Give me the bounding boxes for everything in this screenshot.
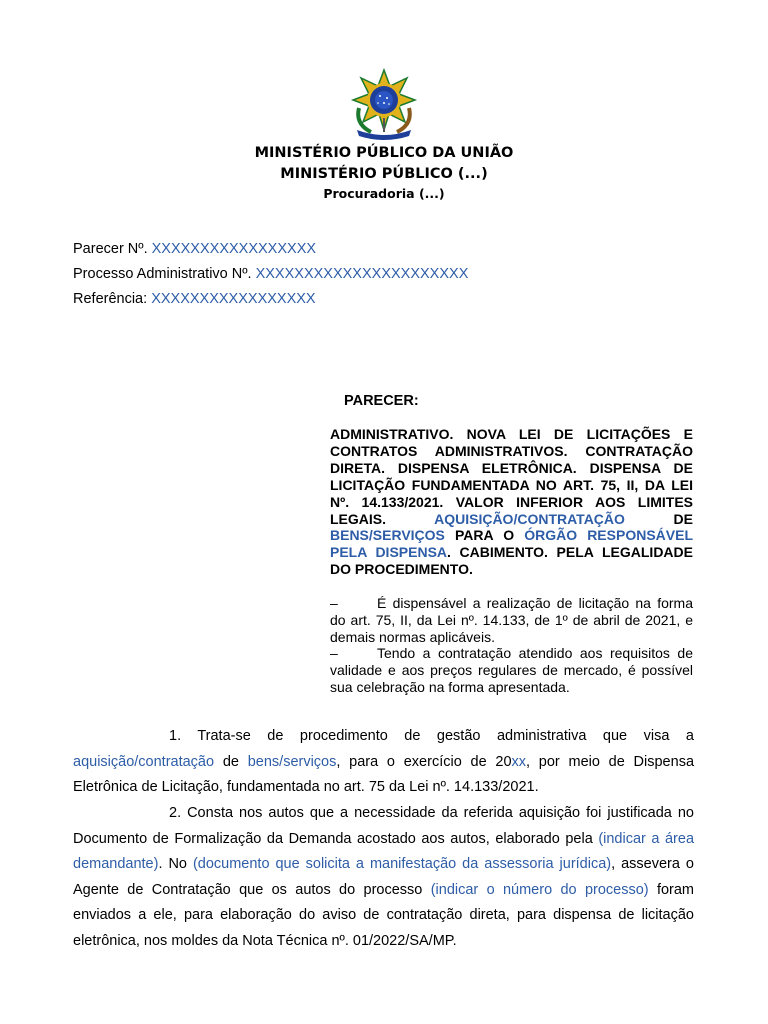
ementa-placeholder-bens: BENS/SERVIÇOS (330, 527, 445, 544)
paragraph-2 (73, 801, 694, 954)
placeholder-year: xx (511, 753, 527, 770)
ementa-text: DE (624, 510, 693, 527)
bullet-text: Tendo a contratação atendido aos requisitos de validade e aos preços regulares de mercado, é possível sua celebração na forma apresentada. (330, 645, 693, 695)
paragraph-text: de (214, 753, 248, 770)
paragraph-text: , para o exercício de 20 (336, 753, 512, 770)
parecer-number-label: Parecer Nº. (73, 241, 152, 257)
ementa-bullet (330, 645, 693, 695)
processo-number-value: XXXXXXXXXXXXXXXXXXXXXX (255, 266, 469, 282)
paragraph-text: foram enviados a ele, para elaboração do aviso de contratação direta, para dispensa de licitação eletrônica, nos moldes da Nota Técnica nº. 01/2022/SA/MP. (73, 881, 695, 949)
paragraph-text: 1. Trata-se de procedimento de gestão administrativa que visa a (169, 728, 694, 744)
referencia-line (73, 291, 316, 307)
procuradoria-subtitle: Procuradoria (...) (323, 186, 445, 201)
parecer-heading: PARECER: (344, 393, 419, 409)
placeholder-aquisicao: aquisição/contratação (73, 753, 215, 770)
ementa-text: PARA O (444, 527, 525, 544)
bullet-text: É dispensável a realização de licitação na forma do art. 75, II, da Lei nº. 14.133, de 1º de abril de 2021, e demais normas aplicáveis. (330, 595, 693, 645)
paragraph-text: 2. Consta nos autos que a necessidade da referida aquisição foi justificada no Documento de Formalização da Demanda acostado aos autos, elaborado pela (73, 805, 694, 847)
paragraph-text: , assevera o Agente de Contratação que os autos do processo (73, 856, 694, 898)
referencia-label: Referência: (73, 291, 152, 307)
placeholder-processo: (indicar o número do processo) (430, 881, 649, 898)
placeholder-bens: bens/serviços (247, 753, 337, 770)
bullet-dash: – (330, 645, 338, 661)
ementa-text: . CABIMENTO. PELA LEGALIDADE DO PROCEDIMENTO. (330, 544, 693, 578)
ementa-placeholder-aquisicao: AQUISIÇÃO/CONTRATAÇÃO (434, 510, 625, 527)
bullet-dash: – (330, 595, 338, 611)
processo-number-line (73, 266, 468, 282)
brazil-coat-of-arms-icon (349, 68, 419, 140)
ementa-bullet (330, 595, 693, 645)
paragraph-text: . No (158, 856, 193, 872)
parecer-number-value: XXXXXXXXXXXXXXXXX (151, 241, 317, 257)
ementa-placeholder-orgao: ÓRGÃO RESPONSÁVEL PELA DISPENSA (330, 527, 693, 561)
parecer-number-line (73, 241, 316, 257)
paragraph-text: , por meio de Dispensa Eletrônica de Licitação, fundamentada no art. 75 da Lei nº. 14.133/2021. (73, 753, 695, 795)
referencia-value: XXXXXXXXXXXXXXXXX (151, 291, 316, 307)
ementa-text: ADMINISTRATIVO. NOVA LEI DE LICITAÇÕES E CONTRATOS ADMINISTRATIVOS. CONTRATAÇÃO DIRETA. DISPENSA ELETRÔNICA. DISPENSA DE LICITAÇÃO FUNDAMENTADA NO ART. 75, II, DA LEI Nº. 14.133/2021. VALOR INFERIOR AOS LIMITES LEGAIS. (330, 426, 693, 527)
institution-title: MINISTÉRIO PÚBLICO DA UNIÃO (254, 145, 514, 161)
processo-number-label: Processo Administrativo Nº. (73, 266, 256, 282)
paragraph-1 (73, 724, 694, 801)
ministry-subtitle: MINISTÉRIO PÚBLICO (...) (280, 166, 488, 182)
placeholder-area: (indicar a área demandante) (73, 830, 695, 872)
placeholder-documento: (documento que solicita a manifestação da assessoria jurídica) (192, 856, 612, 872)
ementa-block (330, 426, 693, 578)
